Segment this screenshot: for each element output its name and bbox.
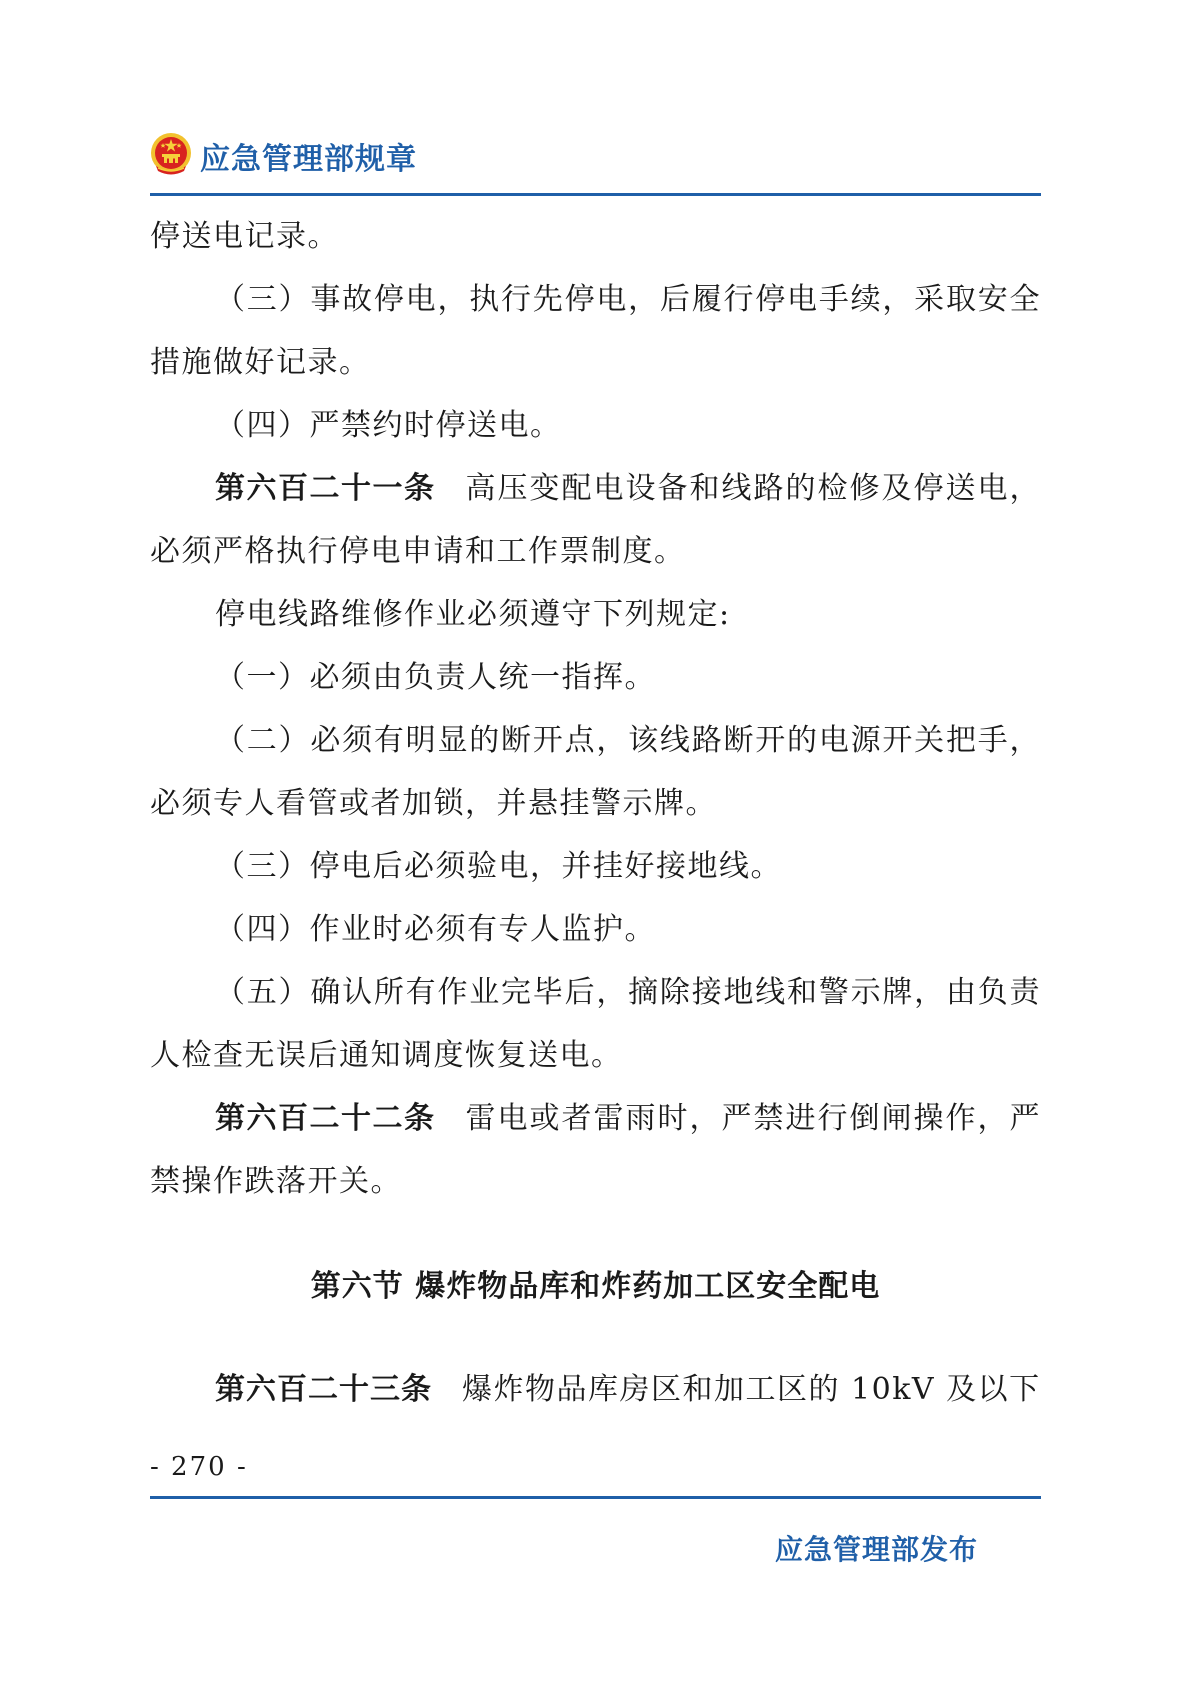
footer-divider (150, 1496, 1041, 1499)
article-text: 高压变配电设备和线路的检修及停送电，必须严格执行停电申请和工作票制度。 (150, 471, 1041, 569)
article-number: 第六百二十二条 (215, 1101, 436, 1136)
body-paragraph: 停送电记录。 (150, 219, 339, 254)
article-paragraph (150, 1087, 1041, 1213)
document-body (150, 205, 1041, 1421)
body-paragraph: （四）作业时必须有专人监护。 (215, 912, 656, 947)
body-paragraph: （三）事故停电，执行先停电，后履行停电手续，采取安全措施做好记录。 (150, 282, 1041, 380)
page-number: - 270 - (150, 1452, 248, 1482)
footer-publisher: 应急管理部发布 (775, 1533, 979, 1566)
section-heading: 第六节 爆炸物品库和炸药加工区安全配电 (310, 1269, 881, 1304)
article-paragraph (150, 1358, 1041, 1421)
article-text: 爆炸物品库房区和加工区的 10kV 及以下 (462, 1372, 1041, 1407)
national-emblem-icon (150, 132, 192, 176)
header-divider (150, 193, 1041, 196)
page-header (150, 128, 1040, 184)
body-paragraph: （一）必须由负责人统一指挥。 (215, 660, 656, 695)
body-paragraph: （四）严禁约时停送电。 (215, 408, 562, 443)
body-paragraph: （五）确认所有作业完毕后，摘除接地线和警示牌，由负责人检查无误后通知调度恢复送电。 (150, 975, 1041, 1073)
body-paragraph: （二）必须有明显的断开点，该线路断开的电源开关把手，必须专人看管或者加锁，并悬挂警示牌。 (150, 723, 1041, 821)
header-title: 应急管理部规章 (200, 142, 417, 177)
article-number: 第六百二十一条 (215, 471, 436, 506)
article-number: 第六百二十三条 (215, 1372, 432, 1407)
body-paragraph: 停电线路维修作业必须遵守下列规定: (215, 597, 731, 632)
body-paragraph: （三）停电后必须验电，并挂好接地线。 (215, 849, 782, 884)
article-paragraph (150, 457, 1041, 583)
article-text: 雷电或者雷雨时，严禁进行倒闸操作，严禁操作跌落开关。 (150, 1101, 1041, 1199)
